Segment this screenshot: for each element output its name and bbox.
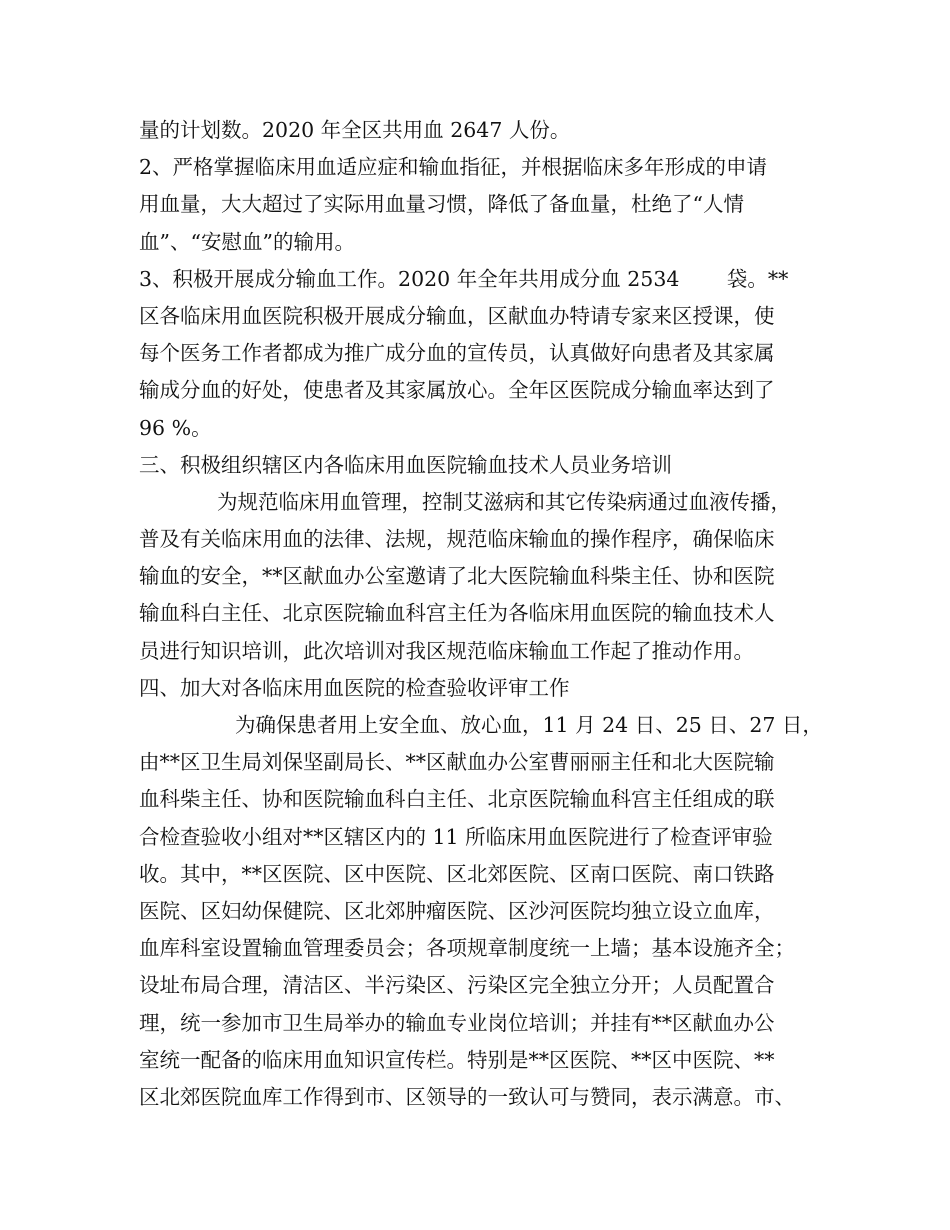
text-line: 每个医务工作者都成为推广成分血的宣传员，认真做好向患者及其家属 (139, 341, 775, 366)
text-line: 输血科白主任、北京医院输血科宫主任为各临床用血医院的输血技术人 (139, 601, 775, 626)
paragraph-start: 为确保患者用上安全血、放心血，11 月 24 日、25 日、27 日， (235, 713, 823, 737)
text-line: 区各临床用血医院积极开展成分输血，区献血办特请专家来区授课，使 (139, 303, 775, 328)
text-line: 医院、区妇幼保健院、区北郊肿瘤医院、区沙河医院均独立设立血库， (139, 898, 775, 923)
text-line: 输成分血的好处，使患者及其家属放心。全年区医院成分输血率达到了 (139, 378, 775, 403)
paragraph-start: 为规范临床用血管理，控制艾滋病和其它传染病通过血液传播， (217, 489, 791, 514)
section-heading-4: 四、加大对各临床用血医院的检查验收评审工作 (139, 675, 570, 700)
list-item-2: 2、严格掌握临床用血适应症和输血指征，并根据临床多年形成的申请 (139, 155, 768, 180)
text-line: 血库科室设置输血管理委员会；各项规章制度统一上墙；基本设施齐全； (139, 936, 795, 961)
text-line: 量的计划数。2020 年全区共用血 2647 人份。 (139, 118, 571, 142)
text-line: 血科柴主任、协和医院输血科白主任、北京医院输血科宫主任组成的联 (139, 787, 775, 812)
text-line: 室统一配备的临床用血知识宣传栏。特别是**区医院、**区中医院、** (139, 1047, 775, 1072)
text-line: 合检查验收小组对**区辖区内的 11 所临床用血医院进行了检查评审验 (139, 824, 773, 849)
text-line: 用血量，大大超过了实际用血量习惯，降低了备血量，杜绝了“人情 (139, 192, 744, 217)
text-line: 理，统一参加市卫生局举办的输血专业岗位培训；并挂有**区献血办公 (139, 1010, 775, 1035)
text-line: 输血的安全，**区献血办公室邀请了北大医院输血科柴主任、协和医院 (139, 564, 775, 589)
text-line: 96 %。 (139, 415, 212, 440)
section-heading-3: 三、积极组织辖区内各临床用血医院输血技术人员业务培训 (139, 452, 672, 477)
text-line: 员进行知识培训，此次培训对我区规范临床输血工作起了推动作用。 (139, 638, 754, 663)
text-line: 血”、“安慰血”的输用。 (139, 229, 355, 254)
document-body (139, 112, 839, 1116)
text-line: 由**区卫生局刘保坚副局长、**区献血办公室曹丽丽主任和北大医院输 (139, 750, 775, 775)
list-item-3: 3、积极开展成分输血工作。2020 年全年共用成分血 2534 袋。** (139, 266, 789, 291)
text-line: 普及有关临床用血的法律、法规，规范临床输血的操作程序，确保临床 (139, 527, 775, 552)
text-line: 设址布局合理，清洁区、半污染区、污染区完全独立分开；人员配置合 (139, 973, 775, 998)
text-line: 收。其中，**区医院、区中医院、区北郊医院、区南口医院、南口铁路 (139, 861, 775, 886)
text-line: 区北郊医院血库工作得到市、区领导的一致认可与赞同，表示满意。市、 (139, 1084, 795, 1109)
